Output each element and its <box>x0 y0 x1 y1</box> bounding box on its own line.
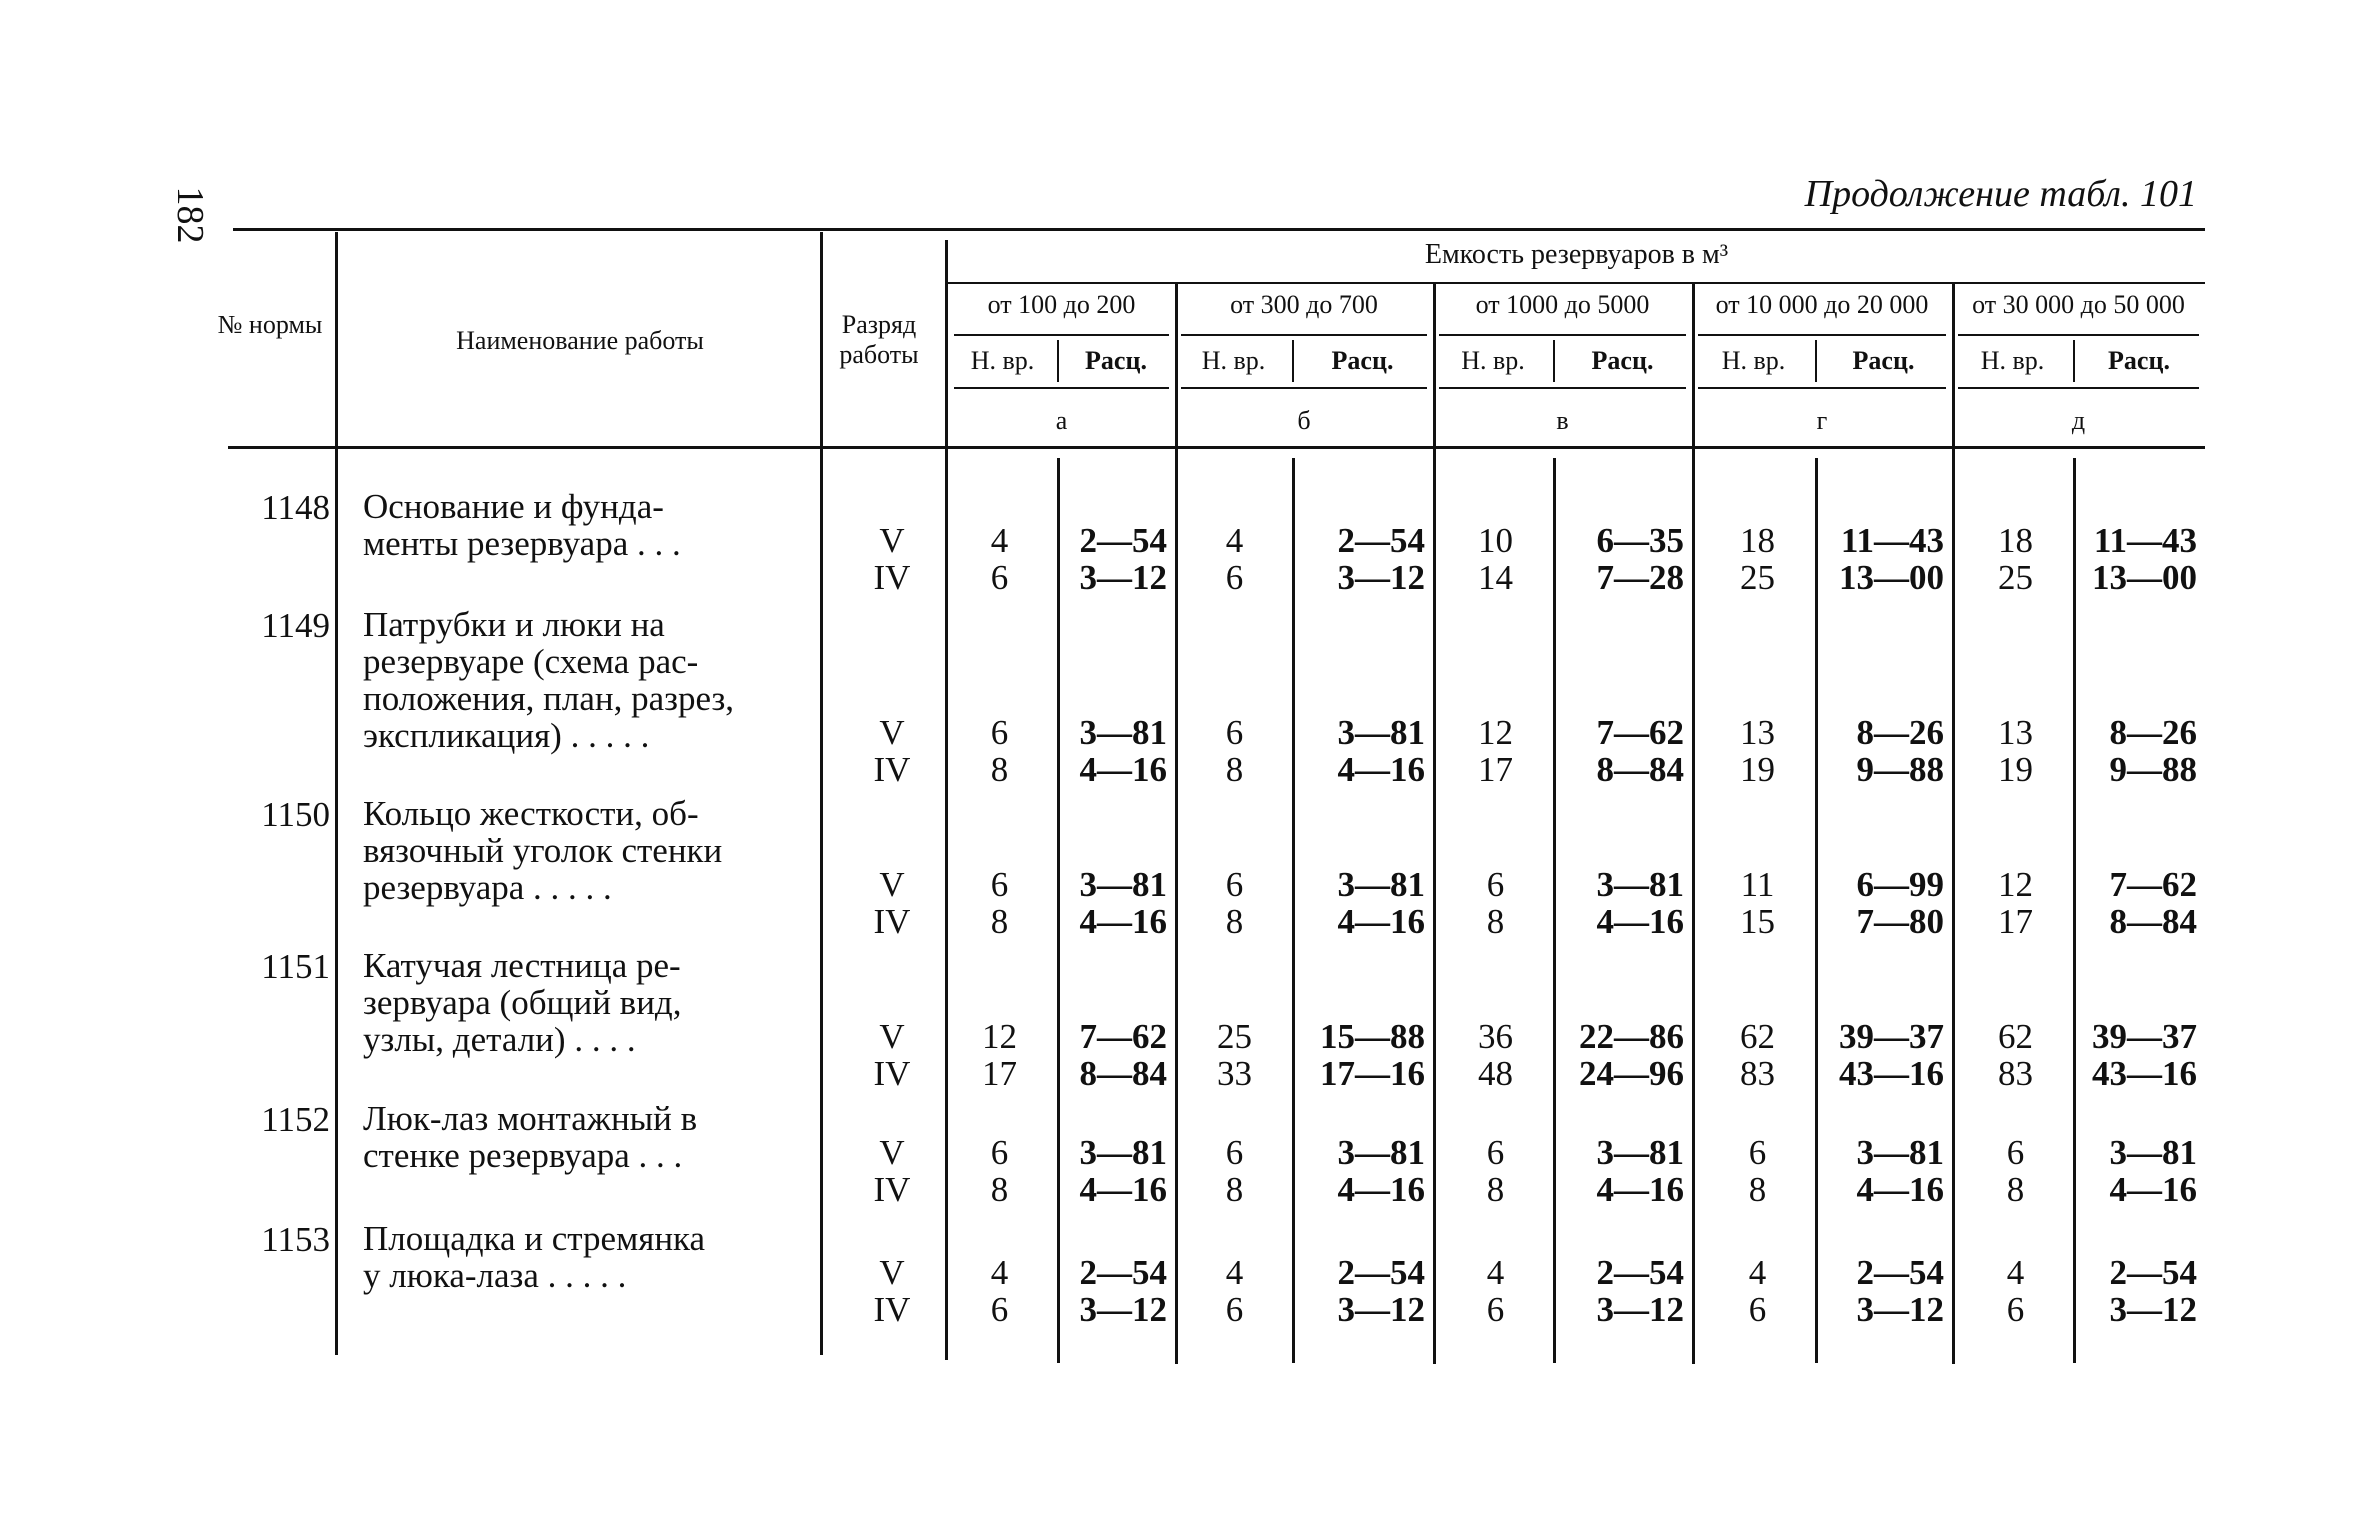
time-norm-value: 17 <box>1998 902 2033 941</box>
time-norm-value: 25 <box>1217 1017 1252 1056</box>
time-norm-value: 6 <box>2006 1290 2025 1329</box>
rate-value: 8—84 <box>1079 1054 1167 1093</box>
time-norm-value: 8 <box>1225 902 1244 941</box>
work-name <box>363 1220 783 1294</box>
time-norm-value: 6 <box>990 558 1009 597</box>
rate-value: 3—81 <box>1596 865 1684 904</box>
rate-value: 4—16 <box>1856 1170 1944 1209</box>
time-norm-value: 6 <box>990 1133 1009 1172</box>
rate-value: 4—16 <box>1079 1170 1167 1209</box>
range-header-1: от 300 до 700 <box>1230 290 1378 319</box>
time-label-0: Н. вр. <box>970 346 1035 375</box>
range-rule-4 <box>1958 334 2199 336</box>
rate-value: 22—86 <box>1579 1017 1684 1056</box>
time-norm-value: 18 <box>1740 521 1775 560</box>
time-norm-value: 8 <box>2006 1170 2025 1209</box>
rate-value: 17—16 <box>1320 1054 1425 1093</box>
subheader-rule-0 <box>954 387 1169 389</box>
grade-value: IV <box>873 1054 911 1093</box>
time-norm-value: 8 <box>1748 1170 1767 1209</box>
time-norm-value: 8 <box>1225 750 1244 789</box>
rate-value: 11—43 <box>1840 521 1944 560</box>
norm-number-header: № нормы <box>217 310 323 339</box>
work-name-line: экспликация) . . . . . <box>363 716 650 755</box>
rate-value: 11—43 <box>2093 521 2197 560</box>
rate-value: 15—88 <box>1320 1017 1425 1056</box>
rate-value: 8—84 <box>2109 902 2197 941</box>
mid-line-header-3 <box>1815 340 1817 382</box>
grade-value: V <box>879 1133 905 1172</box>
time-norm-value: 83 <box>1740 1054 1775 1093</box>
time-norm-value: 4 <box>1225 521 1244 560</box>
work-name-line: у люка-лаза . . . . . <box>363 1256 627 1295</box>
rate-value: 3—81 <box>1337 713 1425 752</box>
time-norm-value: 4 <box>1486 1253 1505 1292</box>
main-column-line-0 <box>335 232 338 1355</box>
work-name-line: резервуара . . . . . <box>363 868 612 907</box>
time-norm-value: 6 <box>1748 1133 1767 1172</box>
rate-value: 8—84 <box>1596 750 1684 789</box>
time-norm-value: 6 <box>1225 1133 1244 1172</box>
work-name <box>363 1100 783 1174</box>
work-name-line: Патрубки и люки на <box>363 605 665 644</box>
rate-label-2: Расц. <box>1591 346 1654 375</box>
rate-value: 4—16 <box>1079 902 1167 941</box>
rate-value: 7—62 <box>2109 865 2197 904</box>
subheader-rule-1 <box>1181 387 1427 389</box>
mid-line-body-0 <box>1057 458 1060 1363</box>
rate-value: 6—99 <box>1856 865 1944 904</box>
time-norm-value: 17 <box>982 1054 1017 1093</box>
mid-line-header-2 <box>1553 340 1555 382</box>
time-norm-value: 13 <box>1740 713 1775 752</box>
norm-number: 1148 <box>261 488 330 527</box>
rate-value: 3—81 <box>1596 1133 1684 1172</box>
rate-value: 4—16 <box>1079 750 1167 789</box>
time-norm-value: 4 <box>990 1253 1009 1292</box>
mid-line-header-1 <box>1292 340 1294 382</box>
rate-value: 7—80 <box>1856 902 1944 941</box>
rate-value: 39—37 <box>2092 1017 2197 1056</box>
rate-value: 3—12 <box>1337 1290 1425 1329</box>
rate-label-4: Расц. <box>2108 346 2170 375</box>
range-rule-1 <box>1181 334 1427 336</box>
work-name-line: Люк-лаз монтажный в <box>363 1099 698 1138</box>
rate-value: 4—16 <box>1596 902 1684 941</box>
grade-value: IV <box>873 902 911 941</box>
rate-value: 3—12 <box>1079 1290 1167 1329</box>
rate-value: 3—12 <box>1596 1290 1684 1329</box>
time-norm-value: 8 <box>990 902 1009 941</box>
time-norm-value: 4 <box>1225 1253 1244 1292</box>
norm-number: 1152 <box>261 1100 330 1139</box>
time-norm-value: 33 <box>1217 1054 1252 1093</box>
rate-value: 3—12 <box>2109 1290 2197 1329</box>
rate-value: 6—35 <box>1596 521 1684 560</box>
grade-value: V <box>879 713 905 752</box>
grade-value: V <box>879 865 905 904</box>
work-name-header: Наименование работы <box>456 326 704 355</box>
range-header-2: от 1000 до 5000 <box>1475 290 1650 319</box>
grade-value: V <box>879 1017 905 1056</box>
rate-value: 4—16 <box>1337 902 1425 941</box>
work-name-line: Катучая лестница ре- <box>363 946 681 985</box>
rate-value: 2—54 <box>1337 1253 1425 1292</box>
time-label-2: Н. вр. <box>1461 346 1525 375</box>
time-norm-value: 17 <box>1478 750 1513 789</box>
time-norm-value: 8 <box>1486 1170 1505 1209</box>
grade-value: IV <box>873 1290 911 1329</box>
subheader-rule-4 <box>1958 387 2199 389</box>
rate-value: 7—62 <box>1596 713 1684 752</box>
time-label-4: Н. вр. <box>1980 346 2045 375</box>
rate-value: 3—12 <box>1856 1290 1944 1329</box>
column-letter-0: а <box>1055 406 1068 435</box>
time-norm-value: 15 <box>1740 902 1775 941</box>
time-norm-value: 83 <box>1998 1054 2033 1093</box>
time-norm-value: 62 <box>1998 1017 2033 1056</box>
rate-value: 2—54 <box>1079 521 1167 560</box>
rate-value: 9—88 <box>1856 750 1944 789</box>
main-column-line-1 <box>820 232 823 1355</box>
column-letter-3: г <box>1816 406 1828 435</box>
range-rule-3 <box>1698 334 1946 336</box>
rate-value: 7—28 <box>1596 558 1684 597</box>
grade-value: V <box>879 521 905 560</box>
time-norm-value: 8 <box>990 750 1009 789</box>
time-norm-value: 19 <box>1740 750 1775 789</box>
norm-number: 1150 <box>261 795 330 834</box>
rate-value: 13—00 <box>2092 558 2197 597</box>
rate-value: 8—26 <box>1856 713 1944 752</box>
column-letter-4: д <box>2071 406 2086 435</box>
rate-value: 2—54 <box>1856 1253 1944 1292</box>
page-number: 182 <box>169 186 211 244</box>
work-name-line: узлы, детали) . . . . <box>363 1020 636 1059</box>
subheader-rule-3 <box>1698 387 1946 389</box>
time-norm-value: 6 <box>1486 1133 1505 1172</box>
time-norm-value: 6 <box>1225 713 1244 752</box>
work-name <box>363 488 783 562</box>
rate-value: 8—26 <box>2109 713 2197 752</box>
main-column-line-2 <box>945 240 948 1360</box>
norm-number: 1149 <box>261 606 330 645</box>
time-norm-value: 19 <box>1998 750 2033 789</box>
time-norm-value: 12 <box>1478 713 1513 752</box>
work-name-line: стенке резервуара . . . <box>363 1136 683 1175</box>
rate-label-1: Расц. <box>1331 346 1394 375</box>
work-name <box>363 795 783 906</box>
range-header-3: от 10 000 до 20 000 <box>1715 290 1929 319</box>
time-norm-value: 25 <box>1740 558 1775 597</box>
rate-value: 3—81 <box>1856 1133 1944 1172</box>
capacity-header: Емкость резервуаров в м³ <box>1424 239 1729 270</box>
group-line-0 <box>1175 284 1178 1364</box>
rate-value: 3—81 <box>2109 1133 2197 1172</box>
work-name-line: вязочный уголок стенки <box>363 831 723 870</box>
rate-value: 3—81 <box>1079 865 1167 904</box>
time-label-1: Н. вр. <box>1201 346 1266 375</box>
rate-value: 43—16 <box>2092 1054 2197 1093</box>
work-name-line: резервуаре (схема рас- <box>363 642 699 681</box>
work-name-line: положения, план, разрез, <box>363 679 735 718</box>
mid-line-body-2 <box>1553 458 1556 1363</box>
time-norm-value: 6 <box>990 1290 1009 1329</box>
range-rule-2 <box>1439 334 1686 336</box>
time-norm-value: 4 <box>2006 1253 2025 1292</box>
mid-line-body-4 <box>2073 458 2076 1363</box>
time-norm-value: 6 <box>1225 865 1244 904</box>
time-norm-value: 4 <box>1748 1253 1767 1292</box>
time-norm-value: 6 <box>2006 1133 2025 1172</box>
group-line-3 <box>1952 284 1955 1364</box>
grade-value: V <box>879 1253 905 1292</box>
time-norm-value: 14 <box>1478 558 1513 597</box>
mid-line-body-3 <box>1815 458 1818 1363</box>
rate-label-0: Расц. <box>1085 346 1147 375</box>
work-name-line: Кольцо жесткости, об- <box>363 794 699 833</box>
column-letter-2: в <box>1556 406 1569 435</box>
mid-line-header-0 <box>1057 340 1059 382</box>
grade-value: IV <box>873 558 911 597</box>
time-norm-value: 12 <box>982 1017 1017 1056</box>
time-norm-value: 6 <box>990 865 1009 904</box>
work-name-line: зервуара (общий вид, <box>363 983 682 1022</box>
header-bottom-rule <box>228 446 2205 449</box>
rate-value: 4—16 <box>1337 1170 1425 1209</box>
rate-value: 4—16 <box>1596 1170 1684 1209</box>
capacity-rule <box>948 282 2205 284</box>
work-name-line: Основание и фунда- <box>363 487 664 526</box>
time-norm-value: 8 <box>1225 1170 1244 1209</box>
rate-value: 4—16 <box>1337 750 1425 789</box>
rate-value: 2—54 <box>1596 1253 1684 1292</box>
rate-value: 2—54 <box>1079 1253 1167 1292</box>
work-name-line: Площадка и стремянка <box>363 1219 706 1258</box>
rate-value: 7—62 <box>1079 1017 1167 1056</box>
rate-value: 3—12 <box>1079 558 1167 597</box>
time-norm-value: 4 <box>990 521 1009 560</box>
range-rule-0 <box>954 334 1169 336</box>
time-norm-value: 6 <box>1486 865 1505 904</box>
norm-number: 1153 <box>261 1220 330 1259</box>
range-header-0: от 100 до 200 <box>987 290 1136 319</box>
time-norm-value: 36 <box>1478 1017 1513 1056</box>
rate-value: 9—88 <box>2109 750 2197 789</box>
mid-line-body-1 <box>1292 458 1295 1363</box>
range-header-4: от 30 000 до 50 000 <box>1972 290 2185 319</box>
grade-value: IV <box>873 1170 911 1209</box>
work-name <box>363 947 783 1058</box>
time-norm-value: 12 <box>1998 865 2033 904</box>
mid-line-header-4 <box>2073 340 2075 382</box>
rate-value: 3—81 <box>1337 1133 1425 1172</box>
rate-value: 3—81 <box>1079 1133 1167 1172</box>
rate-value: 3—81 <box>1079 713 1167 752</box>
time-norm-value: 48 <box>1478 1054 1513 1093</box>
rate-value: 2—54 <box>1337 521 1425 560</box>
rate-value: 43—16 <box>1839 1054 1944 1093</box>
time-norm-value: 6 <box>1748 1290 1767 1329</box>
norm-number: 1151 <box>261 947 330 986</box>
subheader-rule-2 <box>1439 387 1686 389</box>
rate-label-3: Расц. <box>1852 346 1915 375</box>
group-line-2 <box>1692 284 1695 1364</box>
work-name <box>363 606 783 754</box>
group-line-1 <box>1433 284 1436 1364</box>
table-continuation-title: Продолжение табл. 101 <box>1804 173 2197 215</box>
time-norm-value: 6 <box>1225 558 1244 597</box>
rate-value: 4—16 <box>2109 1170 2197 1209</box>
rate-value: 24—96 <box>1579 1054 1684 1093</box>
time-norm-value: 8 <box>990 1170 1009 1209</box>
grade-value: IV <box>873 750 911 789</box>
rate-value: 13—00 <box>1839 558 1944 597</box>
top-rule <box>233 228 2205 231</box>
time-norm-value: 25 <box>1998 558 2033 597</box>
time-label-3: Н. вр. <box>1721 346 1786 375</box>
rate-value: 39—37 <box>1839 1017 1944 1056</box>
time-norm-value: 6 <box>1486 1290 1505 1329</box>
time-norm-value: 62 <box>1740 1017 1775 1056</box>
rate-value: 2—54 <box>2109 1253 2197 1292</box>
time-norm-value: 18 <box>1998 521 2033 560</box>
time-norm-value: 13 <box>1998 713 2033 752</box>
time-norm-value: 6 <box>990 713 1009 752</box>
column-letter-1: б <box>1297 406 1311 435</box>
time-norm-value: 8 <box>1486 902 1505 941</box>
grade-header: Разряд работы <box>839 310 919 369</box>
time-norm-value: 11 <box>1740 865 1775 904</box>
rate-value: 3—12 <box>1337 558 1425 597</box>
work-name-line: менты резервуара . . . <box>363 524 681 563</box>
time-norm-value: 6 <box>1225 1290 1244 1329</box>
rate-value: 3—81 <box>1337 865 1425 904</box>
time-norm-value: 10 <box>1478 521 1513 560</box>
